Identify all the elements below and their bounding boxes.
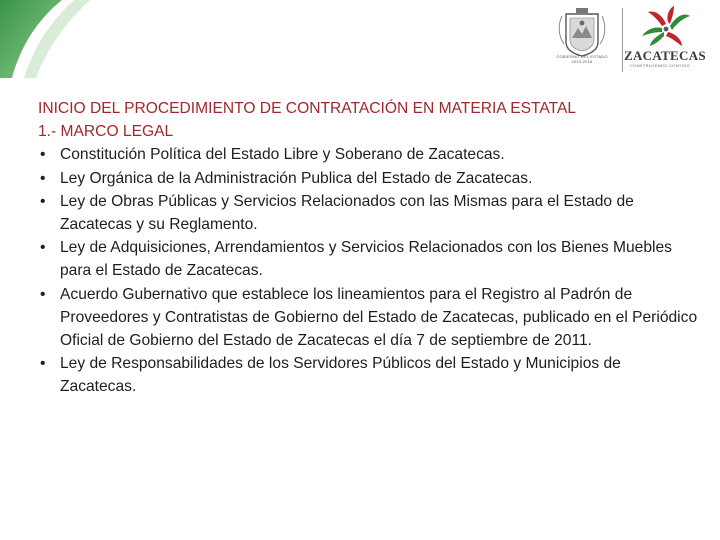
bullet-icon: • bbox=[40, 192, 46, 210]
list-item-text: Constitución Política del Estado Libre y Soberano de Zacatecas. bbox=[60, 146, 505, 164]
seal-caption-line1: GOBIERNO DEL ESTADO bbox=[556, 54, 608, 59]
list-item bbox=[38, 143, 698, 166]
bullet-icon: • bbox=[40, 169, 46, 187]
brand-name: ZACATECAS bbox=[624, 48, 706, 63]
list-item-text: Ley Orgánica de la Administración Publica del Estado de Zacatecas. bbox=[60, 169, 533, 187]
seal-caption-line2: 2010-2016 bbox=[571, 59, 593, 64]
zacatecas-logo-icon bbox=[638, 6, 694, 46]
slide-content bbox=[38, 97, 698, 399]
bullet-icon: • bbox=[40, 285, 46, 303]
list-item-text: Ley de Adquisiciones, Arrendamientos y Servicios Relacionados con los Bienes Muebles para el Estado de Zacatecas. bbox=[60, 239, 672, 280]
list-item bbox=[38, 352, 698, 398]
list-item bbox=[38, 190, 698, 236]
legal-framework-list bbox=[38, 143, 698, 398]
section-heading: 1.- MARCO LEGAL bbox=[38, 123, 174, 141]
state-seal-icon bbox=[552, 4, 612, 76]
brand-tagline: CONSTRUYENDO CONTIGO bbox=[630, 63, 690, 68]
corner-decoration bbox=[0, 0, 90, 78]
list-item-text: Acuerdo Gubernativo que establece los lineamientos para el Registro al Padrón de Proveedores y Contratistas de Gobierno del Estado de Zacatecas, publicado en el Periódico Oficial de Gobierno del Estado de Zacatecas el día 7 de septiembre de 2011. bbox=[60, 285, 698, 350]
list-item bbox=[38, 167, 698, 190]
seal-caption bbox=[548, 54, 616, 64]
logo-divider bbox=[622, 8, 623, 72]
list-item-text: Ley de Responsabilidades de los Servidores Públicos del Estado y Municipios de Zacatecas. bbox=[60, 355, 621, 396]
bullet-icon: • bbox=[40, 355, 46, 373]
bullet-icon: • bbox=[40, 239, 46, 257]
list-item bbox=[38, 283, 698, 353]
list-item bbox=[38, 236, 698, 282]
bullet-icon: • bbox=[40, 146, 46, 164]
slide-heading: INICIO DEL PROCEDIMIENTO DE CONTRATACIÓN EN MATERIA ESTATAL bbox=[38, 100, 577, 117]
list-item-text: Ley de Obras Públicas y Servicios Relacionados con las Mismas para el Estado de Zacatecas y su Reglamento. bbox=[60, 192, 634, 234]
